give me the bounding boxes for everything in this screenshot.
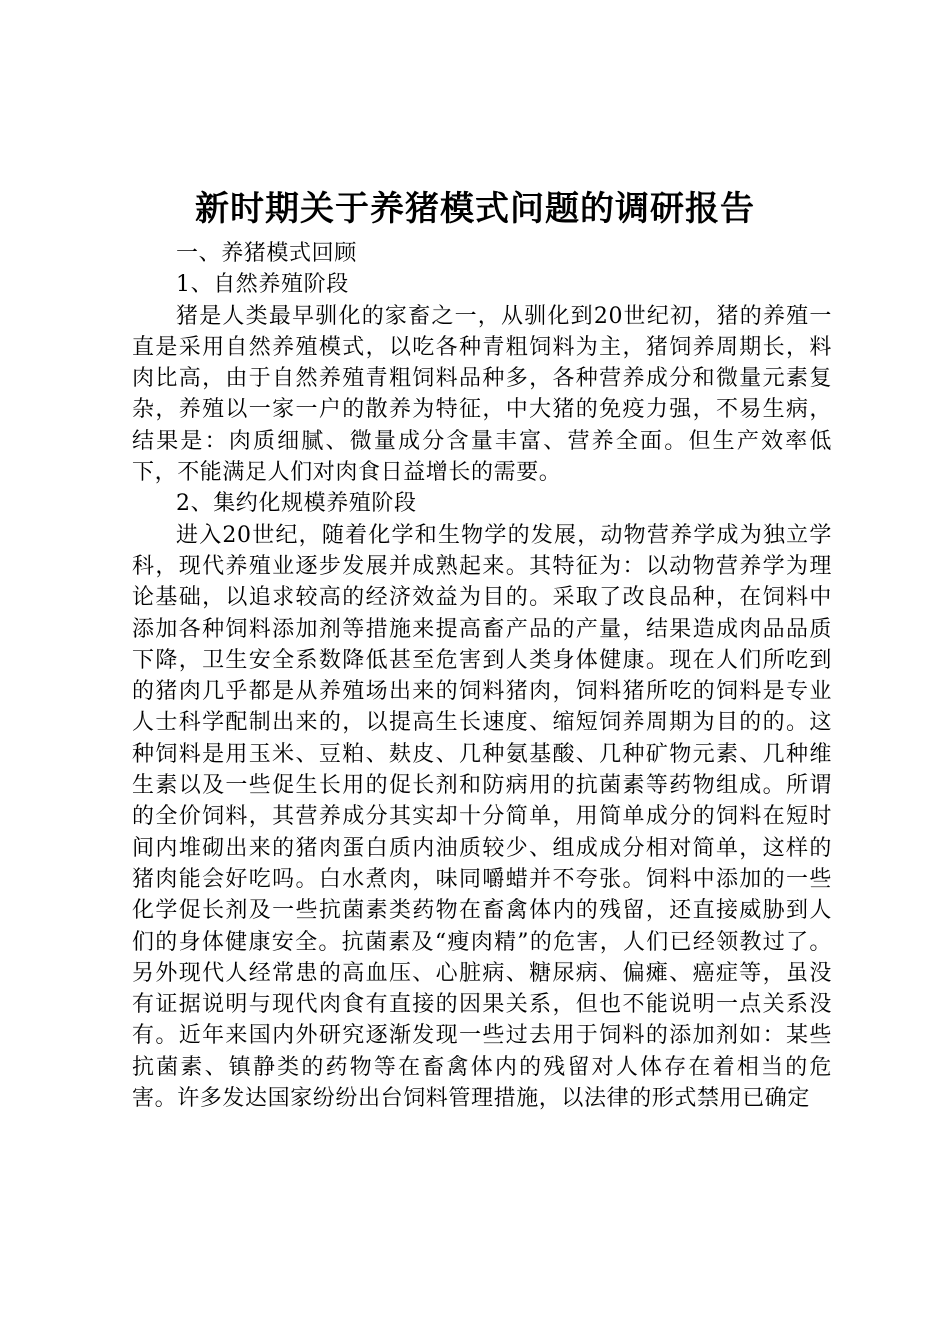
body-paragraph: 猪是人类最早驯化的家畜之一，从驯化到20世纪初，猪的养殖一直是采用自然养殖模式，以吃各种青粗饲料为主，猪饲养周期长，料肉比高，由于自然养殖青粗饲料品种多，各种营养成分和微量元素复杂，养殖以一家一户的散养为特征，中大猪的免疫力强，不易生病，结果是：肉质细腻、微量成分含量丰富、营养全面。但生产效率低下，不能满足人们对肉食日益增长的需要。 [132,303,832,486]
document-body [132,238,832,1114]
subsection-heading: 2、集约化规模养殖阶段 [176,491,417,517]
document-title: 新时期关于养猪模式问题的调研报告 [195,189,755,229]
body-paragraph: 进入20世纪，随着化学和生物学的发展，动物营养学成为独立学科，现代养殖业逐步发展并成熟起来。其特征为：以动物营养学为理论基础，以追求较高的经济效益为目的。采取了改良品种，在饲料中添加各种饲料添加剂等措施来提高畜产品的产量，结果造成肉品品质下降，卫生安全系数降低甚至危害到人类身体健康。现在人们所吃到的猪肉几乎都是从养殖场出来的饲料猪肉，饲料猪所吃的饲料是专业人士科学配制出来的，以提高生长速度、缩短饲养周期为目的的。这种饲料是用玉米、豆粕、麸皮、几种氨基酸、几种矿物元素、几种维生素以及一些促生长用的促长剂和防病用的抗菌素等药物组成。所谓的全价饲料，其营养成分其实却十分简单，用简单成分的饲料在短时间内堆砌出来的猪肉蛋白质内油质较少、组成成分相对简单，这样的猪肉能会好吃吗。白水煮肉，味同嚼蜡并不夸张。饲料中添加的一些化学促长剂及一些抗菌素类药物在畜禽体内的残留，还直接威胁到人们的身体健康安全。抗菌素及“瘦肉精”的危害，人们已经领教过了。另外现代人经常患的高血压、心脏病、糖尿病、偏瘫、癌症等，虽没有证据说明与现代肉食有直接的因果关系，但也不能说明一点关系没有。近年来国内外研究逐渐发现一些过去用于饲料的添加剂如：某些抗菌素、镇静类的药物等在畜禽体内的残留对人体存在着相当的危害。许多发达国家纷纷出台饲料管理措施，以法律的形式禁用已确定 [132,522,832,1112]
subsection-heading: 1、自然养殖阶段 [176,272,349,298]
section-heading: 一、养猪模式回顾 [176,241,357,266]
